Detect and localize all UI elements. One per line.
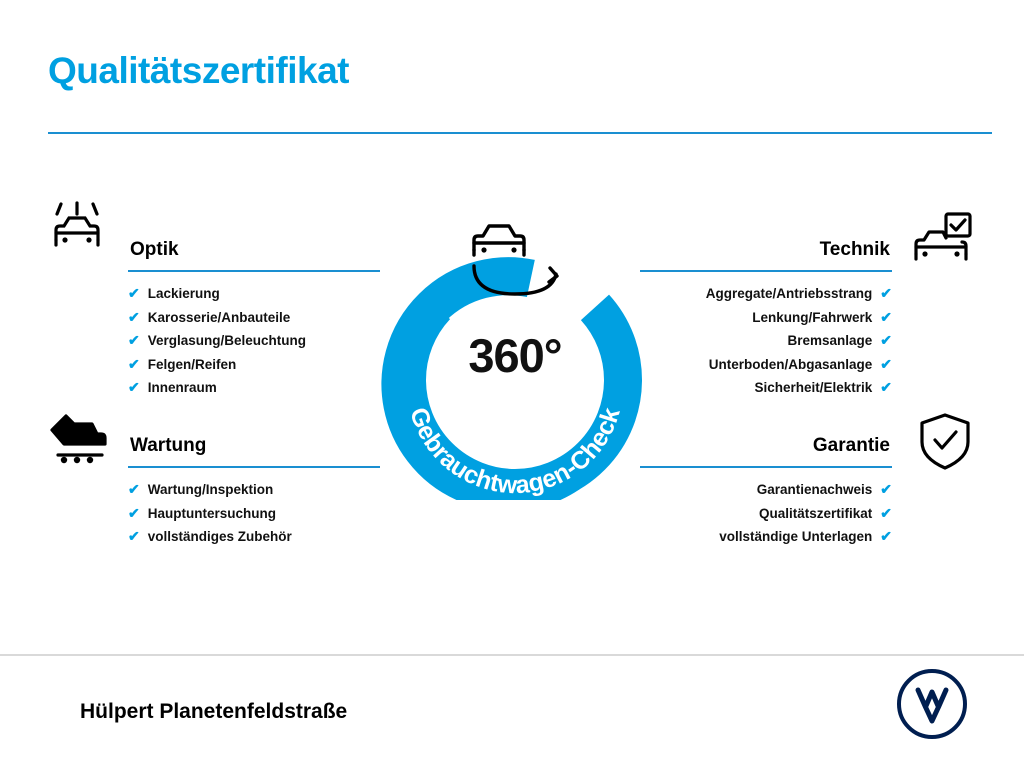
check-icon: ✔ xyxy=(128,285,140,301)
section-technik-divider xyxy=(640,270,892,272)
check-icon: ✔ xyxy=(880,285,892,301)
svg-text:Gebrauchtwagen-Check: Gebrauchtwagen-Check xyxy=(404,403,626,500)
car-check-icon xyxy=(910,210,976,281)
list-item-label: Sicherheit/Elektrik xyxy=(754,380,873,395)
dealer-name: Hülpert Planetenfeldstraße xyxy=(80,700,348,723)
section-wartung-header xyxy=(128,434,380,468)
shield-check-icon xyxy=(916,410,974,479)
section-garantie-header xyxy=(640,434,892,468)
list-item xyxy=(640,502,892,526)
list-item-label: Karosserie/Anbauteile xyxy=(147,309,291,325)
list-item-label: Hauptuntersuchung xyxy=(147,505,276,521)
check-icon: ✔ xyxy=(128,504,140,521)
list-item-label: vollständige Unterlagen xyxy=(719,529,873,544)
car-wash-icon xyxy=(44,200,114,275)
list-item-label: Verglasung/Beleuchtung xyxy=(147,333,307,348)
section-optik-divider xyxy=(128,270,380,272)
section-wartung-title: Wartung xyxy=(130,435,207,456)
list-item xyxy=(640,329,892,353)
list-item xyxy=(640,525,892,549)
list-item-label: Lackierung xyxy=(147,286,220,301)
list-item xyxy=(128,376,380,400)
section-optik-header xyxy=(128,238,380,272)
list-item-label: Lenkung/Fahrwerk xyxy=(752,309,873,325)
section-wartung-list xyxy=(128,478,380,549)
list-item-label: Innenraum xyxy=(147,380,217,395)
check-icon: ✔ xyxy=(880,308,892,325)
list-item-label: Qualitätszertifikat xyxy=(758,505,873,521)
list-item xyxy=(640,306,892,330)
section-optik xyxy=(128,238,380,400)
check-icon: ✔ xyxy=(128,332,140,348)
list-item xyxy=(640,376,892,400)
check-icon: ✔ xyxy=(880,504,892,521)
center-badge xyxy=(370,190,660,500)
list-item-label: vollständiges Zubehör xyxy=(147,529,292,544)
check-icon: ✔ xyxy=(880,379,892,395)
list-item xyxy=(128,329,380,353)
list-item xyxy=(640,282,892,306)
section-optik-list xyxy=(128,282,380,400)
check-icon: ✔ xyxy=(128,308,140,325)
section-technik-header xyxy=(640,238,892,272)
car-lift-icon xyxy=(44,408,114,483)
list-item xyxy=(128,282,380,306)
center-value: 360° xyxy=(468,329,562,382)
section-technik-title: Technik xyxy=(819,239,890,260)
list-item xyxy=(640,478,892,502)
check-icon: ✔ xyxy=(128,528,140,544)
list-item xyxy=(128,353,380,377)
list-item xyxy=(640,353,892,377)
section-technik-list xyxy=(640,282,892,400)
list-item xyxy=(128,478,380,502)
list-item-label: Bremsanlage xyxy=(787,333,873,348)
check-icon: ✔ xyxy=(880,332,892,348)
section-wartung-divider xyxy=(128,466,380,468)
list-item xyxy=(128,306,380,330)
page-title: Qualitätszertifikat xyxy=(48,50,349,91)
section-technik xyxy=(640,238,892,400)
list-item-label: Felgen/Reifen xyxy=(147,356,237,372)
section-wartung xyxy=(128,434,380,549)
section-garantie-divider xyxy=(640,466,892,468)
list-item xyxy=(128,502,380,526)
list-item-label: Unterboden/Abgasanlage xyxy=(708,356,873,372)
check-icon: ✔ xyxy=(880,528,892,544)
title-divider xyxy=(48,132,992,134)
vw-logo xyxy=(896,668,968,745)
section-garantie xyxy=(640,434,892,549)
list-item-label: Wartung/Inspektion xyxy=(147,482,274,497)
check-icon: ✔ xyxy=(880,355,892,372)
check-icon: ✔ xyxy=(128,355,140,372)
list-item xyxy=(128,525,380,549)
section-garantie-list xyxy=(640,478,892,549)
check-icon: ✔ xyxy=(880,481,892,497)
section-garantie-title: Garantie xyxy=(812,435,890,456)
list-item-label: Aggregate/Antriebsstrang xyxy=(705,286,873,301)
footer-divider xyxy=(0,654,1024,656)
check-icon: ✔ xyxy=(128,379,140,395)
list-item-label: Garantienachweis xyxy=(756,482,873,497)
section-optik-title: Optik xyxy=(130,239,179,260)
check-icon: ✔ xyxy=(128,481,140,497)
